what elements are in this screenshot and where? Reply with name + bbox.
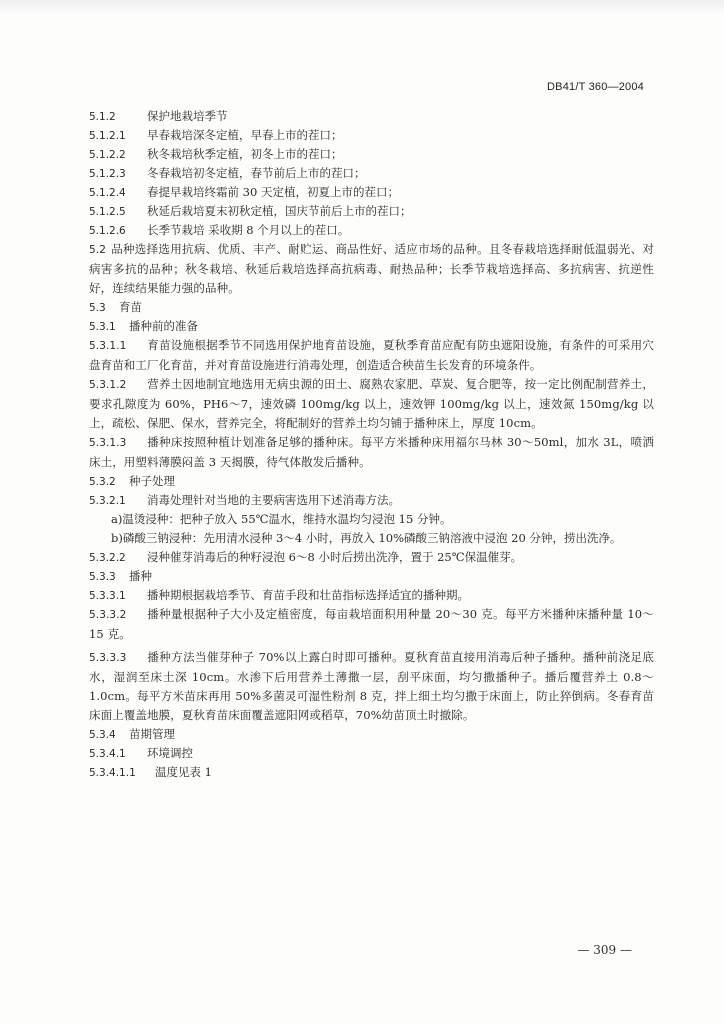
- section-text: 保护地栽培季节: [147, 109, 228, 123]
- section-number: 5.1.2.2: [89, 149, 126, 161]
- section-text: 温度见表 1: [155, 765, 212, 779]
- heading-5-3-3: [89, 567, 654, 586]
- section-number: 5.1.2.5: [89, 206, 126, 218]
- section-text: b)磷酸三钠浸种：先用清水浸种 3～4 小时，再放入 10%磷酸三钠溶液中浸泡 20 分钟，捞出洗净。: [111, 531, 622, 545]
- section-text: 育苗设施根据季节不同选用保护地育苗设施，夏秋季育苗应配有防虫遮阳设施，有条件的可采用穴盘育苗和工厂化育苗，并对育苗设施进行消毒处理，创造适合秧苗生长发育的环境条件。: [89, 338, 654, 372]
- section-text: 种子处理: [129, 474, 175, 488]
- section-text: a)温烫浸种：把种子放入 55℃温水，维持水温均匀浸泡 15 分钟。: [111, 512, 452, 526]
- section-number: 5.1.2.3: [89, 168, 126, 180]
- heading-5-3-1: [89, 317, 654, 336]
- section-text: 长季节栽培 采收期 8 个月以上的茬口。: [147, 223, 350, 237]
- item-5-1-2-2: [89, 145, 654, 164]
- section-number: 5.3.3.1: [89, 590, 126, 602]
- section-text: 播种量根据种子大小及定植密度，每亩栽培面积用种量 20～30 克。每平方米播种床播种量 10～15 克。: [89, 607, 654, 641]
- section-number: 5.3.2.2: [89, 552, 126, 564]
- item-5-1-2-3: [89, 164, 654, 183]
- scan-edge: [0, 0, 724, 14]
- paragraph-5-3-1-2: [89, 375, 654, 433]
- item-5-3-4-1: [89, 744, 654, 763]
- paragraph-5-3-3-3: [89, 648, 654, 725]
- item-5-3-3-1: [89, 586, 654, 605]
- paragraph-5-3-3-2: [89, 605, 654, 644]
- section-text: 播种床按照种植计划准备足够的播种床。每平方米播种床用福尔马林 30～50ml，加水 3L，喷洒床土，用塑料薄膜闷盖 3 天揭膜，待气体散发后播种。: [89, 435, 654, 469]
- section-number: 5.3.3.3: [89, 652, 127, 664]
- section-number: 5.3.3: [89, 571, 116, 583]
- section-number: 5.1.2.4: [89, 187, 126, 199]
- heading-5-3-2: [89, 472, 654, 491]
- section-number: 5.3.4.1: [89, 748, 126, 760]
- section-text: 秋冬栽培秋季定植，初冬上市的茬口；: [147, 147, 343, 161]
- section-number: 5.3.4: [89, 729, 116, 741]
- section-number: 5.3: [89, 302, 106, 314]
- section-text: 消毒处理针对当地的主要病害选用下述消毒方法。: [147, 493, 400, 507]
- section-number: 5.3.1.2: [89, 379, 127, 391]
- heading-5-3-4: [89, 725, 654, 744]
- section-text: 营养土因地制宜地选用无病虫源的田土、腐熟农家肥、草炭、复合肥等，按一定比例配制营养土，要求孔隙度为 60%，PH6～7，速效磷 100mg/kg 以上，速效钾 100mg/kg 以上，速效氮 150mg/kg 以上，疏松、保肥、保水，营养完全，将配制好的营养土均匀铺于播种床上，厚度 10cm。: [89, 377, 654, 430]
- section-text: 浸种催芽消毒后的种籽浸泡 6～8 小时后捞出洗净，置于 25℃保温催芽。: [147, 550, 523, 564]
- section-text: 冬春栽培初冬定植，春节前后上市的茬口；: [147, 166, 366, 180]
- section-text: 品种选择选用抗病、优质、丰产、耐贮运、商品性好、适应市场的品种。且冬春栽培选择耐低温弱光、对病害多抗的品种；秋冬栽培、秋延后栽培选择高抗病毒、耐热品种；长季节栽培选择高、多抗病害、抗逆性好，连续结果能力强的品种。: [89, 242, 654, 295]
- section-text: 春提早栽培终霜前 30 天定植，初夏上市的茬口；: [147, 185, 399, 199]
- section-number: 5.1.2: [89, 111, 116, 123]
- item-5-1-2-6: [89, 221, 654, 240]
- section-text: 播种: [129, 569, 152, 583]
- section-text: 育苗: [119, 300, 142, 314]
- page-number: — 309 —: [577, 943, 632, 957]
- section-number: 5.3.2.1: [89, 495, 126, 507]
- heading-5-1-2: [89, 107, 654, 126]
- section-number: 5.1.2.6: [89, 225, 126, 237]
- section-text: 早春栽培深冬定植，早春上市的茬口；: [147, 128, 343, 142]
- section-text: 苗期管理: [129, 727, 175, 741]
- item-5-3-2-2: [89, 548, 654, 567]
- section-number: 5.1.2.1: [89, 130, 126, 142]
- item-5-1-2-5: [89, 202, 654, 221]
- document-code: DB41/T 360—2004: [547, 81, 644, 93]
- section-number: 5.3.1.1: [89, 340, 127, 352]
- section-number: 5.3.4.1.1: [89, 767, 136, 779]
- section-number: 5.3.1.3: [89, 437, 127, 449]
- document-body: [89, 107, 654, 782]
- section-number: 5.3.2: [89, 476, 116, 488]
- item-warm-soak: [89, 510, 654, 529]
- item-5-3-2-1: [89, 491, 654, 510]
- section-number: 5.2: [89, 244, 106, 256]
- section-text: 播种方法当催芽种子 70%以上露白时即可播种。夏秋育苗直接用消毒后种子播种。播种前浇足底水，湿润至床土深 10cm。水渗下后用营养土薄撒一层，刮平床面，均匀撒播种子。播后覆营养土 0.8～1.0cm。每平方米苗床再用 50%多菌灵可湿性粉剂 8 克，拌上细土均匀撒于床面上，防止猝倒病。冬春育苗床面上覆盖地膜，夏秋育苗床面覆盖遮阳网或稻草，70%幼苗顶土时撤除。: [89, 650, 654, 722]
- item-5-1-2-1: [89, 126, 654, 145]
- section-text: 播种期根据栽培季节、育苗手段和壮苗指标选择适宜的播种期。: [147, 588, 469, 602]
- section-number: 5.3.3.2: [89, 609, 127, 621]
- paragraph-5-2: [89, 240, 654, 298]
- item-phosphate-soak: [89, 529, 654, 548]
- item-5-3-4-1-1: [89, 763, 654, 782]
- section-text: 秋延后栽培夏末初秋定植，国庆节前后上市的茬口；: [147, 204, 412, 218]
- section-text: 播种前的准备: [129, 319, 198, 333]
- section-number: 5.3.1: [89, 321, 116, 333]
- section-text: 环境调控: [147, 746, 193, 760]
- heading-5-3: [89, 298, 654, 317]
- paragraph-5-3-1-1: [89, 336, 654, 375]
- paragraph-5-3-1-3: [89, 433, 654, 472]
- item-5-1-2-4: [89, 183, 654, 202]
